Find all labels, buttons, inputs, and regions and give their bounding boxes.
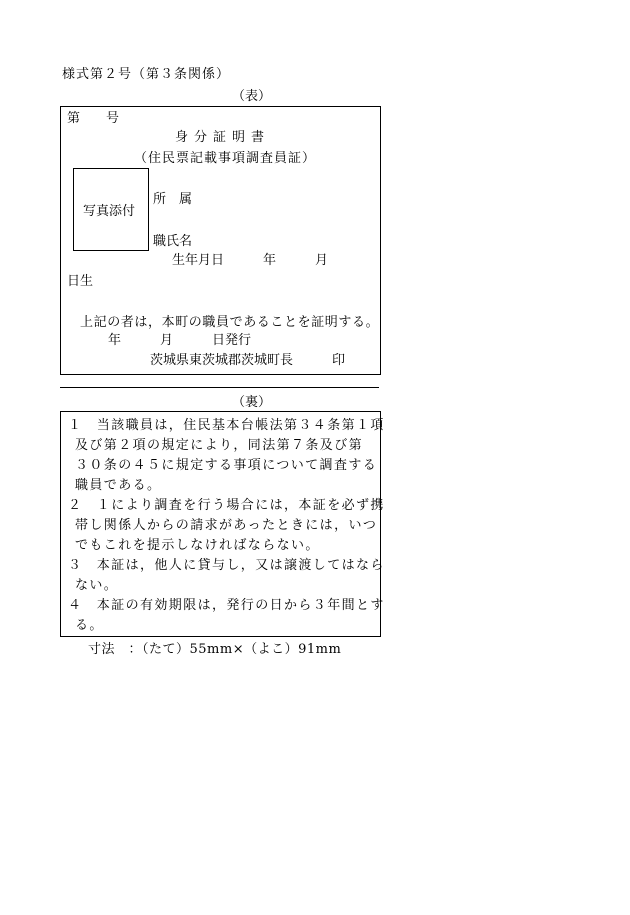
back-line: １ 当該職員は，住民基本台帳法第３４条第１項 [68,418,385,433]
issue-date: 年 月 日発行 [108,333,252,348]
birth-label: 生年月日 年 月 [172,253,329,268]
back-line: ３ 本証は，他人に貸与し，又は譲渡してはなら [68,558,385,573]
affiliation-label: 所 属 [153,192,193,207]
back-line: 及び第２項の規定により，同法第７条及び第 [75,438,364,453]
separator-line [60,387,379,388]
statement-text: 上記の者は，本町の職員であることを証明する。 [80,315,380,330]
issuer-text: 茨城県東茨城郡茨城町長 印 [150,353,346,368]
back-line: でもこれを提示しなければならない。 [75,538,320,553]
back-line: ない。 [75,578,119,593]
card-title: 身分証明書 [175,130,271,145]
card-subtitle: （住民票記載事項調査員証） [134,151,317,166]
form-title: 様式第２号（第３条関係） [62,67,231,82]
back-label: （裏） [232,395,272,410]
front-card [60,106,381,375]
birth-label-suffix: 日生 [67,274,94,289]
back-line: 帯し関係人からの請求があったときには，いつ [75,518,378,533]
dimensions-text: 寸法 ：（たて）55mm×（よこ）91mm [88,642,342,657]
back-card [60,411,385,637]
back-line: ４ 本証の有効期限は，発行の日から３年間とす [68,598,385,613]
card-number: 第 号 [67,111,120,126]
back-line: 職員である。 [75,478,162,493]
back-line: る。 [75,618,104,633]
back-line: ２ １により調査を行う場合には，本証を必ず携 [68,498,385,513]
back-line: ３０条の４５に規定する事項について調査する [75,458,378,473]
name-label: 職氏名 [153,234,193,249]
photo-box [73,168,149,251]
front-label: （表） [232,89,272,104]
photo-label: 写真添付 [83,204,136,219]
